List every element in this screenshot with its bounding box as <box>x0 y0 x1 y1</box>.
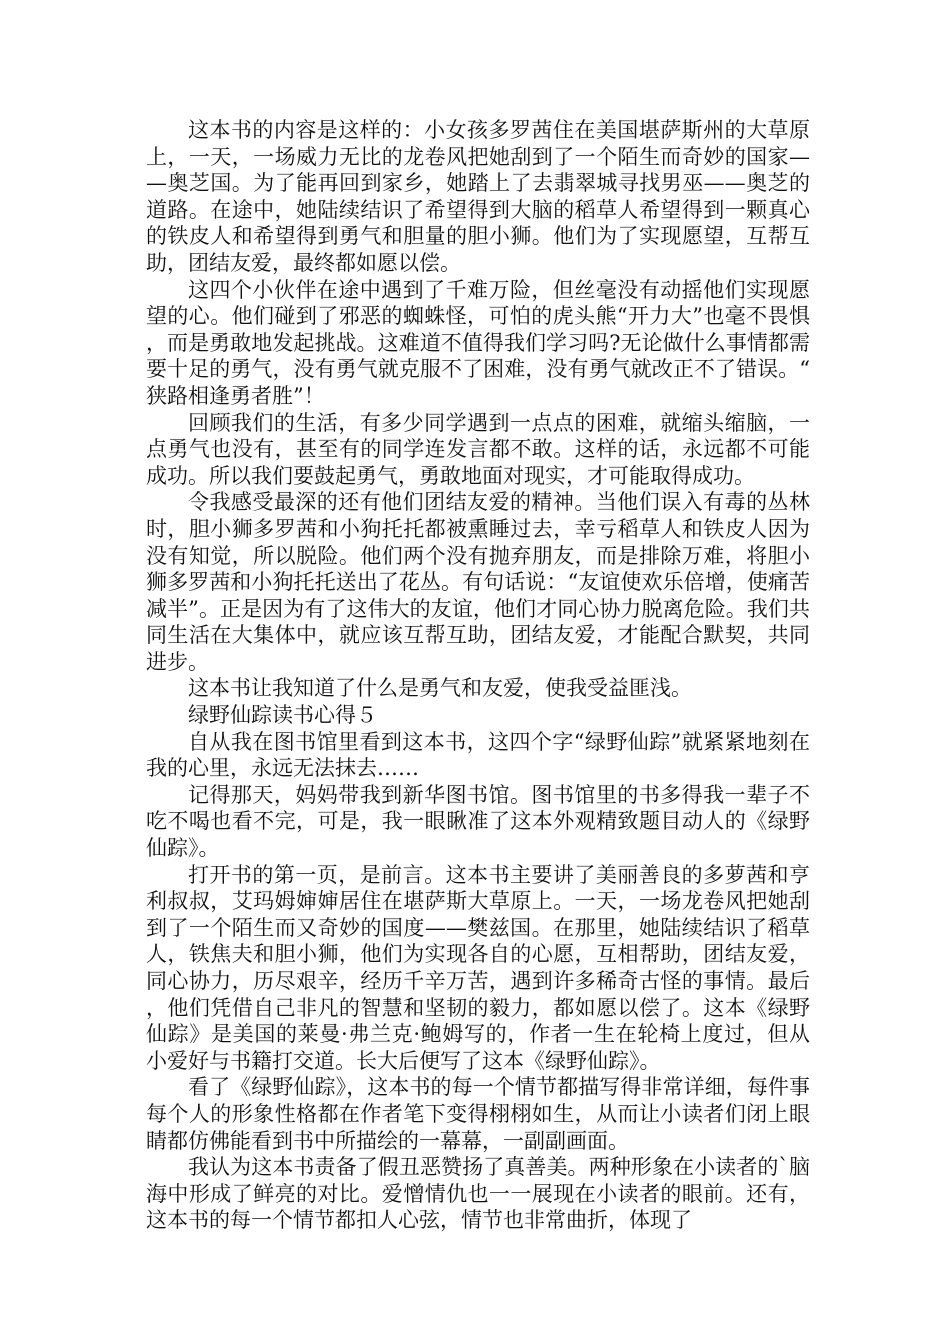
paragraph-reflection: 回顾我们的生活，有多少同学遇到一点点的困难，就缩头缩脑，一点勇气也没有，甚至有的同学连发言都不敢。这样的话，永远都不可能成功。所以我们要鼓起勇气，勇敢地面对现实，才可能取得成功。 <box>146 410 810 488</box>
section-heading: 绿野仙踪读书心得５ <box>188 703 377 728</box>
document-body <box>146 117 810 1234</box>
paragraph-friendship: 令我感受最深的还有他们团结友爱的精神。当他们误入有毒的丛林时，胆小狮多罗茜和小狗托托都被熏睡过去，幸亏稻草人和铁皮人因为没有知觉，所以脱险。他们两个没有抛弃朋友，而是排除万难，将胆小狮多罗茜和小狗托托送出了花丛。有句话说：“友谊使欢乐倍增，使痛苦减半”。正是因为有了这伟大的友谊，他们才同心协力脱离危险。我们共同生活在大集体中，就应该互帮互助，团结友爱，才能配合默契，共同进步。 <box>146 490 810 674</box>
paragraph-preface: 打开书的第一页，是前言。这本书主要讲了美丽善良的多萝茜和亨利叔叔，艾玛姆婶婶居住在堪萨斯大草原上。一天，一场龙卷风把她刮到了一个陌生而又奇妙的国度——樊兹国。在那里，她陆续结识了稻草人，铁焦夫和胆小狮，他们为实现各自的心愿，互相帮助，团结友爱，同心协力，历尽艰辛，经历千辛万苦，遇到许多稀奇古怪的事情。最后，他们凭借自己非凡的智慧和坚韧的毅力，都如愿以偿了。这本《绿野仙踪》是美国的莱曼·弗兰克·鲍姆写的，作者一生在轮椅上度过，但从小爱好与书籍打交道。长大后便写了这本《绿野仙踪》。 <box>146 862 810 1073</box>
paragraph-library-intro: 自从我在图书馆里看到这本书，这四个字“绿野仙踪”就紧紧地刻在我的心里，永远无法抹去…… <box>146 729 810 781</box>
paragraph-impression: 看了《绿野仙踪》，这本书的每一个情节都描写得非常详细，每件事每个人的形象性格都在作者笔下变得栩栩如生，从而让小读者们闭上眼睛都仿佛能看到书中所描绘的一幕幕，一副副画面。 <box>146 1075 810 1153</box>
paragraph-opinion: 我认为这本书责备了假丑恶赞扬了真善美。两种形象在小读者的`脑海中形成了鲜亮的对比。爱憎情仇也一一展现在小读者的眼前。还有，这本书的每一个情节都扣人心弦，情节也非常曲折，体现了 <box>146 1155 810 1233</box>
paragraph-conclusion: 这本书让我知道了什么是勇气和友爱，使我受益匪浅。 <box>188 676 692 701</box>
paragraph-courage: 这四个小伙伴在途中遇到了千难万险，但丝毫没有动摇他们实现愿望的心。他们碰到了邪恶的蜘蛛怪，可怕的虎头熊“开力大”也毫不畏惧，而是勇敢地发起挑战。这难道不值得我们学习吗?无论做什么事情都需要十足的勇气，没有勇气就克服不了困难，没有勇气就改正不了错误。“狭路相逢勇者胜”！ <box>146 277 810 408</box>
paragraph-dorothy-summary: 这本书的内容是这样的：小女孩多罗茜住在美国堪萨斯州的大草原上，一天，一场威力无比的龙卷风把她刮到了一个陌生而奇妙的国家——奥芝国。为了能再回到家乡，她踏上了去翡翠城寻找男巫——奥芝的道路。在途中，她陆续结识了希望得到大脑的稻草人希望得到一颗真心的铁皮人和希望得到勇气和胆量的胆小狮。他们为了实现愿望，互帮互助，团结友爱，最终都如愿以偿。 <box>146 118 810 275</box>
paragraph-bookstore: 记得那天，妈妈带我到新华图书馆。图书馆里的书多得我一辈子不吃不喝也看不完，可是，我一眼瞅准了这本外观精致题目动人的《绿野仙踪》。 <box>146 782 810 861</box>
